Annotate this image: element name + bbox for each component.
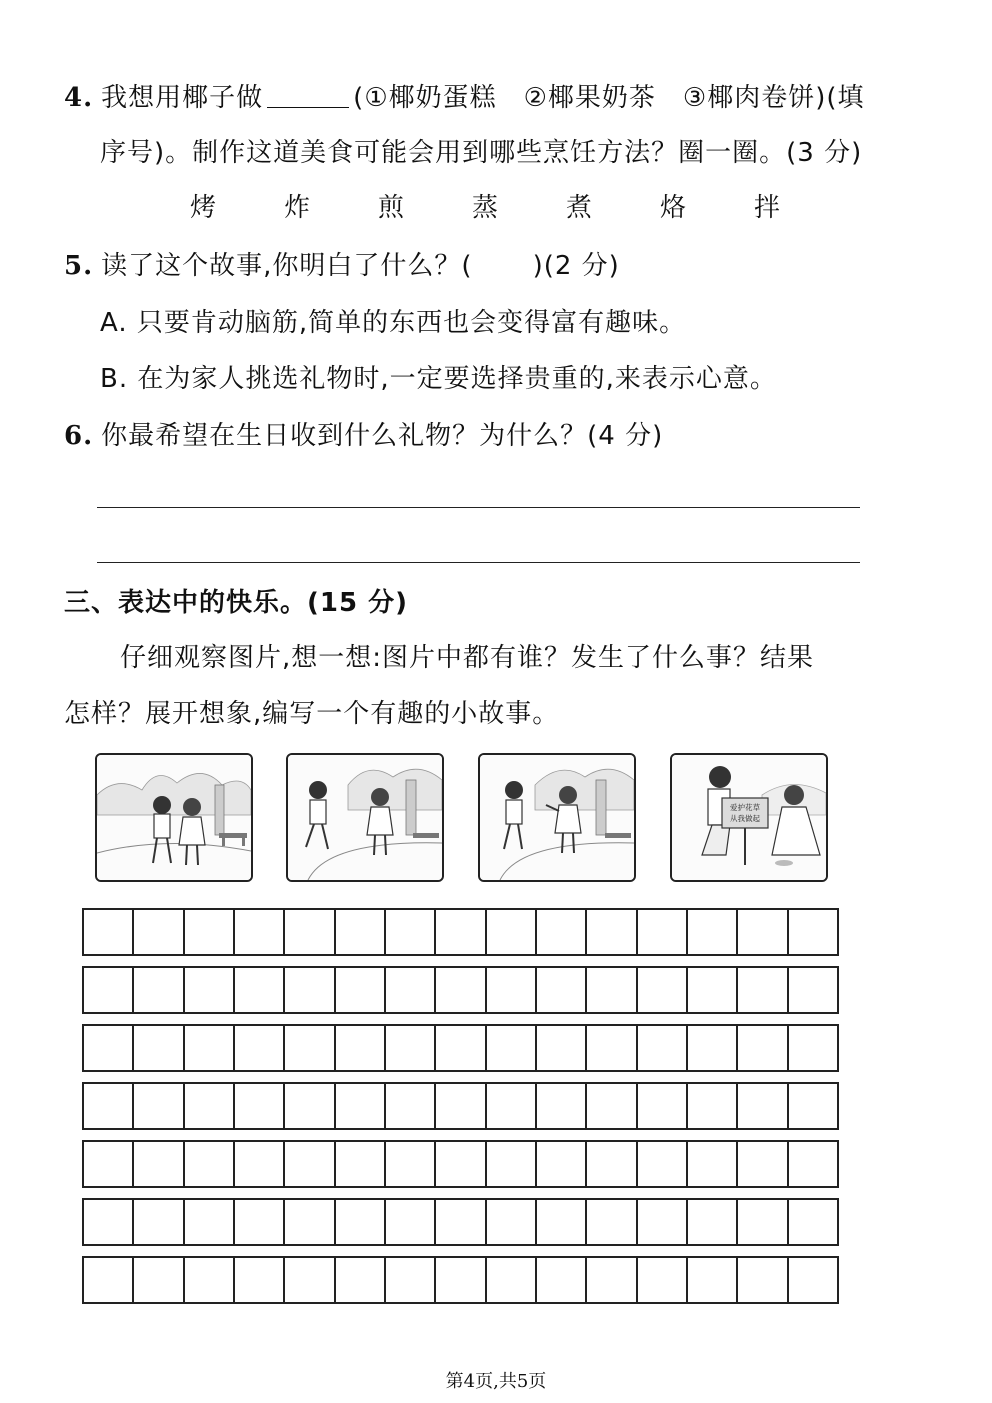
grid-cell[interactable] (386, 968, 436, 1012)
q6-stem-text: 你最希望在生日收到什么礼物？为什么？(4 分) (101, 421, 664, 451)
grid-cell[interactable] (436, 1142, 486, 1186)
grid-cell[interactable] (84, 1258, 134, 1302)
grid-cell[interactable] (487, 968, 537, 1012)
cooking-methods (190, 193, 780, 223)
grid-cell[interactable] (537, 1026, 587, 1070)
section-instruction-line1: 仔细观察图片,想一想:图片中都有谁？发生了什么事？结果 (120, 643, 815, 673)
grid-cell[interactable] (185, 1200, 235, 1244)
grid-cell[interactable] (738, 968, 788, 1012)
grid-cell[interactable] (84, 910, 134, 954)
answer-line[interactable] (97, 507, 860, 508)
grid-cell[interactable] (134, 1084, 184, 1128)
grid-cell[interactable] (789, 910, 839, 954)
grid-cell[interactable] (436, 1258, 486, 1302)
q6-stem (64, 421, 663, 451)
grid-cell[interactable] (235, 1200, 285, 1244)
grid-cell[interactable] (487, 1084, 537, 1128)
grid-cell[interactable] (738, 1084, 788, 1128)
grid-cell[interactable] (436, 1084, 486, 1128)
grid-cell[interactable] (235, 1258, 285, 1302)
grid-cell[interactable] (587, 1026, 637, 1070)
grid-cell[interactable] (336, 1084, 386, 1128)
method-item[interactable]: 煎 (377, 193, 404, 223)
grid-cell[interactable] (235, 1084, 285, 1128)
q4-text-before-blank: 我想用椰子做 (101, 83, 264, 113)
q4-text-after-blank: (①椰奶蛋糕 ②椰果奶茶 ③椰肉卷饼)(填 (353, 83, 865, 113)
grid-cell[interactable] (638, 1084, 688, 1128)
grid-cell[interactable] (537, 910, 587, 954)
grid-cell[interactable] (185, 1026, 235, 1070)
grid-row (82, 1198, 839, 1246)
grid-cell[interactable] (185, 1258, 235, 1302)
grid-cell[interactable] (134, 1142, 184, 1186)
grid-cell[interactable] (185, 1084, 235, 1128)
q5-stem-before: 读了这个故事,你明白了什么？( (101, 251, 473, 281)
story-picture-4 (670, 753, 828, 882)
grid-cell[interactable] (235, 968, 285, 1012)
story-picture-1 (95, 753, 253, 882)
grid-cell[interactable] (84, 1026, 134, 1070)
grid-cell[interactable] (84, 1142, 134, 1186)
grid-cell[interactable] (688, 1084, 738, 1128)
grid-cell[interactable] (84, 968, 134, 1012)
grid-cell[interactable] (336, 1026, 386, 1070)
grid-cell[interactable] (285, 910, 335, 954)
grid-cell[interactable] (185, 968, 235, 1012)
grid-cell[interactable] (336, 968, 386, 1012)
method-item[interactable]: 炸 (283, 193, 310, 223)
grid-cell[interactable] (436, 1026, 486, 1070)
grid-cell[interactable] (789, 1026, 839, 1070)
grid-cell[interactable] (386, 1200, 436, 1244)
sign-text-line2: 从我做起 (730, 814, 760, 823)
grid-cell[interactable] (336, 1142, 386, 1186)
grid-row (82, 1256, 839, 1304)
picture-4-illustration (672, 755, 826, 880)
picture-2-illustration (288, 755, 442, 880)
sign-text-line1: 爱护花草 (730, 803, 760, 812)
page-number: 第4页,共5页 (445, 1371, 547, 1392)
grid-cell[interactable] (638, 968, 688, 1012)
q4-line1 (64, 81, 865, 113)
grid-cell[interactable] (436, 968, 486, 1012)
grid-row (82, 966, 839, 1014)
grid-cell[interactable] (386, 1142, 436, 1186)
grid-cell[interactable] (235, 1142, 285, 1186)
grid-cell[interactable] (386, 1258, 436, 1302)
grid-cell[interactable] (285, 1142, 335, 1186)
grid-cell[interactable] (688, 1142, 738, 1186)
grid-cell[interactable] (487, 1142, 537, 1186)
section-title: 三、表达中的快乐。(15 分) (64, 588, 408, 618)
grid-cell[interactable] (235, 1026, 285, 1070)
method-item[interactable]: 烙 (659, 193, 686, 223)
grid-cell[interactable] (789, 1084, 839, 1128)
grid-cell[interactable] (738, 910, 788, 954)
answer-line[interactable] (97, 562, 860, 563)
story-picture-2 (286, 753, 444, 882)
grid-cell[interactable] (638, 910, 688, 954)
q6-number: 6. (64, 421, 94, 451)
grid-cell[interactable] (537, 1084, 587, 1128)
grid-cell[interactable] (537, 1258, 587, 1302)
method-item[interactable]: 拌 (753, 193, 780, 223)
grid-cell[interactable] (386, 910, 436, 954)
grid-cell[interactable] (285, 968, 335, 1012)
grid-row (82, 1082, 839, 1130)
grid-cell[interactable] (587, 910, 637, 954)
grid-row (82, 1140, 839, 1188)
grid-cell[interactable] (436, 910, 486, 954)
grid-cell[interactable] (738, 1200, 788, 1244)
grid-cell[interactable] (638, 1200, 688, 1244)
grid-cell[interactable] (84, 1084, 134, 1128)
q4-answer-blank[interactable] (267, 81, 349, 108)
grid-cell[interactable] (285, 1026, 335, 1070)
grid-cell[interactable] (134, 1258, 184, 1302)
picture-3-illustration (480, 755, 634, 880)
grid-cell[interactable] (487, 1200, 537, 1244)
picture-1-illustration (97, 755, 251, 880)
q4-line2: 序号)。制作这道美食可能会用到哪些烹饪方法？圈一圈。(3 分) (100, 138, 863, 168)
grid-cell[interactable] (285, 1258, 335, 1302)
q5-option-b: B. 在为家人挑选礼物时,一定要选择贵重的,来表示心意。 (100, 364, 777, 394)
grid-cell[interactable] (587, 1142, 637, 1186)
q5-stem (64, 251, 620, 281)
grid-cell[interactable] (537, 968, 587, 1012)
method-item[interactable]: 蒸 (471, 193, 498, 223)
grid-cell[interactable] (688, 910, 738, 954)
grid-cell[interactable] (487, 1026, 537, 1070)
grid-cell[interactable] (336, 1258, 386, 1302)
grid-cell[interactable] (285, 1084, 335, 1128)
q4-number: 4. (64, 83, 94, 113)
grid-cell[interactable] (789, 1258, 839, 1302)
grid-row (82, 908, 839, 956)
grid-cell[interactable] (436, 1200, 486, 1244)
grid-cell[interactable] (688, 1026, 738, 1070)
grid-cell[interactable] (134, 910, 184, 954)
grid-cell[interactable] (336, 910, 386, 954)
grid-cell[interactable] (688, 1200, 738, 1244)
grid-row (82, 1024, 839, 1072)
method-item[interactable]: 煮 (565, 193, 592, 223)
grid-cell[interactable] (134, 1026, 184, 1070)
q5-option-a: A. 只要肯动脑筋,简单的东西也会变得富有趣味。 (100, 308, 687, 338)
grid-cell[interactable] (487, 1258, 537, 1302)
grid-cell[interactable] (134, 968, 184, 1012)
grid-cell[interactable] (185, 1142, 235, 1186)
grid-cell[interactable] (336, 1200, 386, 1244)
q5-number: 5. (64, 251, 94, 281)
grid-cell[interactable] (688, 1258, 738, 1302)
q5-stem-after: )(2 分) (532, 251, 620, 281)
grid-cell[interactable] (134, 1200, 184, 1244)
grid-cell[interactable] (537, 1142, 587, 1186)
grid-cell[interactable] (185, 910, 235, 954)
grid-cell[interactable] (789, 968, 839, 1012)
grid-cell[interactable] (638, 1142, 688, 1186)
grid-cell[interactable] (587, 1200, 637, 1244)
story-picture-3 (478, 753, 636, 882)
grid-cell[interactable] (688, 968, 738, 1012)
method-item[interactable]: 烤 (190, 193, 217, 223)
grid-cell[interactable] (487, 910, 537, 954)
grid-cell[interactable] (738, 1026, 788, 1070)
grid-cell[interactable] (587, 1258, 637, 1302)
grid-cell[interactable] (235, 910, 285, 954)
section-instruction-line2: 怎样？展开想象,编写一个有趣的小故事。 (64, 699, 560, 729)
grid-cell[interactable] (738, 1258, 788, 1302)
grid-cell[interactable] (738, 1142, 788, 1186)
grid-cell[interactable] (587, 968, 637, 1012)
grid-cell[interactable] (587, 1084, 637, 1128)
grid-cell[interactable] (638, 1258, 688, 1302)
grid-cell[interactable] (285, 1200, 335, 1244)
grid-cell[interactable] (638, 1026, 688, 1070)
grid-cell[interactable] (386, 1026, 436, 1070)
grid-cell[interactable] (537, 1200, 587, 1244)
grid-cell[interactable] (84, 1200, 134, 1244)
writing-grid (82, 908, 839, 1314)
grid-cell[interactable] (789, 1200, 839, 1244)
grid-cell[interactable] (789, 1142, 839, 1186)
grid-cell[interactable] (386, 1084, 436, 1128)
